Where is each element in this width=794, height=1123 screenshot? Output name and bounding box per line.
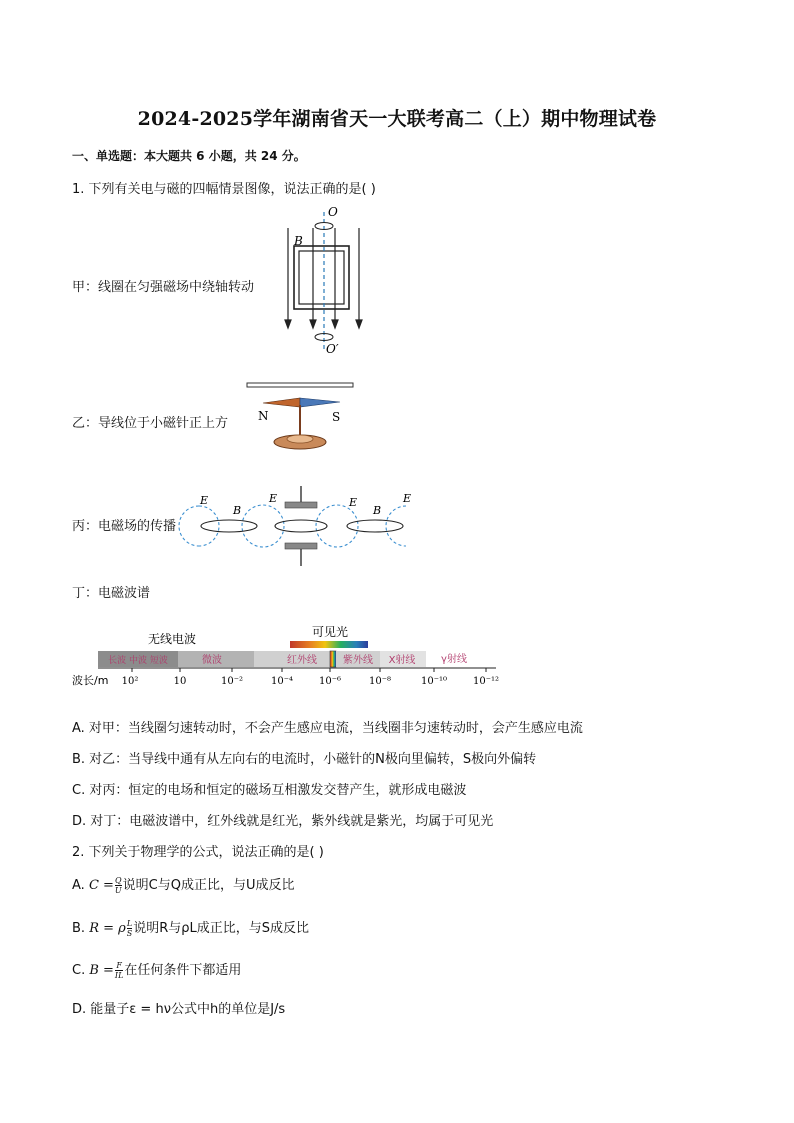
q2-option-b: B. R = ρ $\frac{L}{S}$ 说明R与ρL成正比，与S成反比 (72, 919, 310, 938)
e-label-3: E (349, 496, 358, 509)
b-label-2: B (373, 504, 382, 517)
band-x-ray: X射线 (388, 655, 416, 666)
north-label: N (258, 409, 269, 423)
wavelength-axis-title: 波长/m (72, 674, 109, 687)
fraction-l-over-s: $\frac{L}{S}$ (126, 919, 133, 938)
fraction-q-over-u: $\frac{Q}{U}$ (114, 876, 122, 895)
axis-top-label: O (328, 205, 338, 219)
e-label-2: E (269, 492, 278, 505)
band-ultraviolet: 紫外线 (343, 655, 373, 666)
q2-option-d: D. 能量子ε = hν公式中h的单位是J/s (72, 1002, 286, 1017)
exam-title: 2024-2025学年湖南省天一大联考高二（上）期中物理试卷 (137, 108, 657, 130)
axis-bottom-label: O′ (326, 342, 339, 356)
fraction-f-over-il: $\frac{F}{IL}$ (114, 961, 124, 980)
figure-ding-label: 丁：电磁波谱 (72, 586, 151, 601)
q1-option-d: D. 对丁：电磁波谱中，红外线就是红光，紫外线就是紫光，均属于可见光 (72, 814, 494, 829)
band-long-medium-short: 长波 中波 短波 (108, 656, 168, 666)
radio-wave-title: 无线电波 (147, 632, 197, 646)
tick-1e2: 10² (121, 676, 139, 687)
figure-bing-em-wave (185, 484, 420, 569)
band-gamma-ray: γ射线 (441, 654, 467, 665)
figure-ding-spectrum (72, 622, 502, 692)
section-heading: 一、单选题：本大题共 6 小题，共 24 分。 (72, 149, 306, 163)
tick-1e-10: 10⁻¹⁰ (420, 676, 448, 687)
q1-option-a: A. 对甲：当线圈匀速转动时，不会产生感应电流，当线圈非匀速转动时，会产生感应电流 (72, 721, 583, 736)
question-1-stem: 1. 下列有关电与磁的四幅情景图像，说法正确的是( ) (72, 182, 376, 197)
tick-1e-8: 10⁻⁸ (368, 676, 392, 687)
e-label-1: E (200, 494, 209, 507)
q2-option-c: C. B = $\frac{F}{IL}$ 在任何条件下都适用 (72, 961, 242, 980)
field-label: B (294, 234, 303, 248)
band-infrared: 红外线 (287, 655, 317, 666)
b-label-1: B (233, 504, 242, 517)
question-2-stem: 2. 下列关于物理学的公式，说法正确的是( ) (72, 845, 324, 860)
tick-1e-2: 10⁻² (220, 676, 244, 687)
figure-bing-label: 丙：电磁场的传播 (72, 519, 177, 534)
tick-1e-6: 10⁻⁶ (318, 676, 342, 687)
figure-jia-coil (280, 200, 370, 360)
figure-yi-label: 乙：导线位于小磁针正上方 (72, 416, 229, 431)
south-label: S (332, 410, 341, 424)
tick-1e-12: 10⁻¹² (472, 676, 500, 687)
figure-yi-compass (245, 380, 360, 460)
e-label-4: E (403, 492, 412, 505)
visible-light-title: 可见光 (311, 625, 349, 639)
tick-1e1: 10 (173, 676, 187, 687)
band-microwave: 微波 (202, 655, 222, 666)
figure-jia-label: 甲：线圈在匀强磁场中绕轴转动 (72, 280, 255, 295)
q2-option-a: A. C = $\frac{Q}{U}$ 说明C与Q成正比，与U成反比 (72, 876, 295, 895)
q1-option-b: B. 对乙：当导线中通有从左向右的电流时，小磁针的N极向里偏转，S极向外偏转 (72, 752, 537, 767)
tick-1e-4: 10⁻⁴ (270, 676, 294, 687)
q1-option-c: C. 对丙：恒定的电场和恒定的磁场互相激发交替产生，就形成电磁波 (72, 783, 467, 798)
